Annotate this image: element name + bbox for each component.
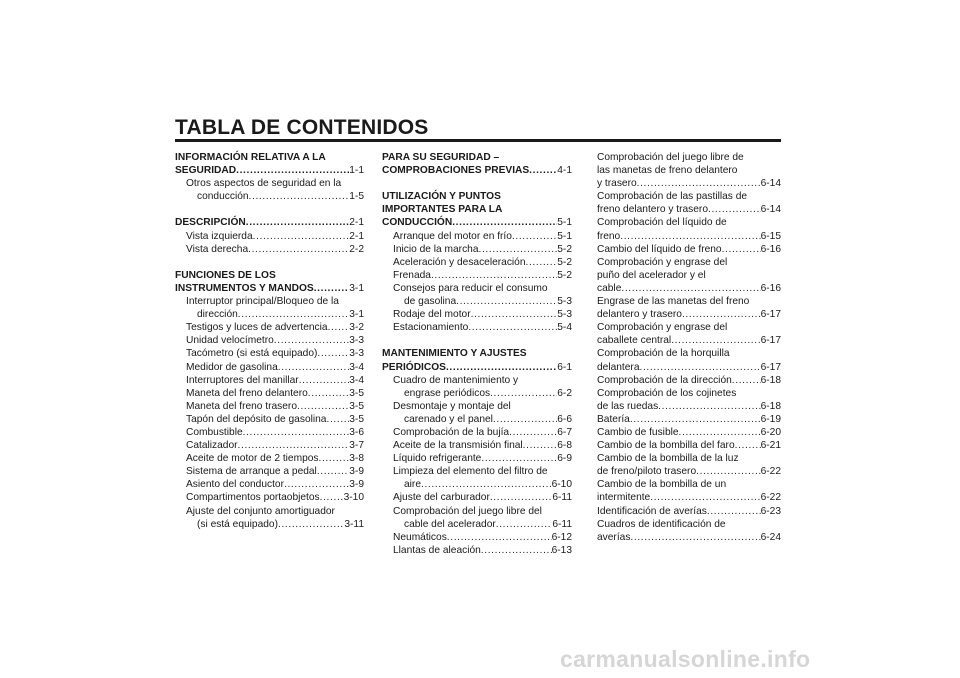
toc-entry[interactable] (382, 531, 572, 544)
toc-entry-text: Arranque del motor en frío (393, 230, 512, 242)
toc-entry-text: Cambio del líquido de freno (597, 243, 722, 255)
page-number: 6-15 (760, 230, 781, 242)
dot-leader (471, 308, 558, 321)
dot-leader (493, 413, 557, 426)
toc-entry[interactable] (597, 505, 781, 518)
section-gap (382, 177, 572, 190)
toc-entry[interactable] (597, 413, 781, 426)
toc-entry[interactable] (597, 439, 781, 452)
dot-leader (297, 400, 349, 413)
toc-entry-text: Frenada (393, 269, 431, 281)
toc-entry-text: conducción (197, 191, 249, 203)
toc-entry[interactable] (597, 243, 781, 256)
page-number: 6-10 (551, 479, 572, 491)
toc-entry-text: freno (597, 230, 621, 242)
toc-entry-text: Comprobación del juego libre de (597, 152, 744, 163)
page-number: 6-24 (760, 531, 781, 543)
toc-entry[interactable] (597, 347, 781, 373)
dot-leader (248, 243, 349, 256)
toc-column-1 (175, 151, 364, 531)
toc-entry[interactable] (382, 439, 572, 452)
page-number: 3-10 (343, 492, 364, 504)
page-number: 6-20 (760, 426, 781, 438)
page-number: 1-1 (349, 165, 364, 177)
page-number: 3-5 (349, 400, 364, 412)
toc-entry-text: Otros aspectos de seguridad en la (186, 178, 342, 190)
page-number: 1-5 (349, 191, 364, 203)
toc-entry-text: Engrase de las manetas del freno (597, 296, 750, 308)
watermark: carmanualsonline.info (560, 646, 811, 672)
toc-entry[interactable] (175, 361, 364, 374)
page-number: 6-11 (552, 518, 572, 530)
toc-entry-text: Estacionamiento (393, 322, 469, 334)
toc-entry-text: Cambio de fusible (597, 426, 679, 438)
toc-entry-text: Compartimentos portaobjetos (186, 492, 320, 504)
toc-entry-text: Comprobación de la dirección (597, 374, 732, 386)
page-number: 2-1 (349, 230, 364, 242)
dot-leader (243, 426, 350, 439)
page-number: 3-8 (349, 453, 364, 465)
toc-entry[interactable] (597, 321, 781, 347)
dot-leader (679, 426, 761, 439)
toc-entry[interactable] (597, 190, 781, 216)
toc-entry-text: engrase periódicos (404, 387, 491, 399)
dot-leader (650, 491, 760, 504)
page-number: 6-11 (552, 492, 572, 504)
dot-leader (238, 308, 349, 321)
toc-entry-text: FUNCIONES DE LOS (175, 269, 276, 281)
page-number: 6-21 (760, 440, 781, 452)
toc-entry[interactable] (382, 426, 572, 439)
toc-entry-text: Batería (597, 413, 630, 425)
dot-leader (274, 334, 349, 347)
dot-leader (526, 256, 558, 269)
toc-entry[interactable] (382, 321, 572, 334)
page-number: 3-5 (349, 413, 364, 425)
page-title: TABLA DE CONTENIDOS (175, 116, 429, 139)
page-number: 6-18 (760, 374, 781, 386)
dot-leader (314, 282, 350, 295)
toc-entry-text: delantera (597, 361, 640, 373)
dot-leader (707, 505, 761, 518)
toc-entry-text: Combustible (186, 426, 243, 438)
toc-entry[interactable] (175, 321, 364, 334)
dot-leader (490, 491, 553, 504)
page-number: 6-14 (760, 204, 781, 216)
toc-entry-text: Líquido refrigerante (393, 453, 482, 465)
dot-leader (253, 230, 350, 243)
toc-section-entry[interactable] (175, 269, 364, 295)
section-gap (175, 256, 364, 269)
toc-entry-text: de gasolina (404, 296, 457, 308)
page-number: 3-9 (349, 479, 364, 491)
title-rule (175, 139, 781, 142)
toc-entry[interactable] (597, 387, 781, 413)
toc-entry[interactable] (597, 374, 781, 387)
toc-entry-text: Llantas de aleación (393, 544, 481, 556)
dot-leader (509, 426, 557, 439)
page-number: 2-2 (349, 243, 364, 255)
toc-entry-text: averías (597, 531, 631, 543)
toc-entry[interactable] (382, 452, 572, 465)
toc-entry-text: Cuadros de identificación de (597, 518, 726, 530)
dot-leader (452, 216, 557, 229)
toc-entry[interactable] (175, 230, 364, 243)
toc-entry[interactable] (175, 295, 364, 321)
dot-leader (319, 452, 350, 465)
toc-entry-text: PARA SU SEGURIDAD – (382, 152, 500, 163)
toc-entry-text: intermitente (597, 492, 651, 504)
page-number: 6-2 (557, 387, 572, 399)
toc-entry-text: Asiento del conductor (186, 479, 284, 491)
dot-leader (421, 478, 552, 491)
dot-leader (621, 282, 760, 295)
toc-entry-text: puño del acelerador y el (597, 269, 706, 281)
toc-entry[interactable] (175, 374, 364, 387)
page-number: 6-17 (760, 309, 781, 321)
toc-entry[interactable] (597, 295, 781, 321)
dot-leader (630, 413, 761, 426)
page-number: 6-16 (760, 243, 781, 255)
dot-leader (456, 295, 557, 308)
page-number: 3-1 (349, 309, 364, 321)
toc-entry[interactable] (382, 230, 572, 243)
toc-entry[interactable] (597, 518, 781, 544)
toc-entry-text: cable del acelerador (404, 518, 496, 530)
toc-entry-text: Testigos y luces de advertencia (186, 322, 328, 334)
toc-entry[interactable] (175, 347, 364, 360)
toc-entry-text: Cuadro de mantenimiento y (393, 374, 519, 386)
toc-entry-text: Aceite de motor de 2 tiempos (186, 453, 319, 465)
dot-leader (523, 439, 558, 452)
page-number: 6-9 (557, 453, 572, 465)
dot-leader (317, 465, 349, 478)
page-number: 5-3 (557, 309, 572, 321)
toc-section-entry[interactable] (382, 347, 572, 373)
page-number: 2-1 (349, 217, 364, 229)
toc-entry-text: INSTRUMENTOS Y MANDOS (175, 282, 314, 294)
toc-entry[interactable] (597, 478, 781, 504)
page-number: 3-6 (349, 426, 364, 438)
dot-leader (447, 531, 552, 544)
dot-leader (278, 361, 350, 374)
toc-entry[interactable] (597, 426, 781, 439)
toc-entry-text: de freno/piloto trasero (597, 466, 697, 478)
toc-entry-text: Ajuste del conjunto amortiguador (186, 505, 335, 517)
toc-entry-text: Vista derecha (186, 243, 249, 255)
toc-section-entry[interactable] (175, 216, 364, 229)
page-number: 3-9 (349, 466, 364, 478)
toc-entry-text: Tacómetro (si está equipado) (186, 348, 318, 360)
toc-section-entry[interactable] (382, 151, 572, 177)
dot-leader (637, 177, 761, 190)
toc-entry[interactable] (382, 400, 572, 426)
page-number: 3-7 (349, 440, 364, 452)
toc-entry[interactable] (175, 334, 364, 347)
section-gap (382, 334, 572, 347)
page-number: 6-16 (760, 282, 781, 294)
toc-entry-text: PERIÓDICOS (382, 361, 446, 373)
dot-leader (446, 361, 557, 374)
toc-entry-text: Vista izquierda (186, 230, 253, 242)
page-number: 6-13 (551, 544, 572, 556)
toc-entry[interactable] (175, 413, 364, 426)
page-number: 5-3 (557, 296, 572, 308)
toc-entry-text: y trasero (597, 178, 637, 190)
dot-leader (481, 544, 552, 557)
toc-entry-text: carenado y el panel (404, 413, 493, 425)
toc-entry[interactable] (175, 387, 364, 400)
toc-entry-text: Consejos para reducir el consumo (393, 282, 548, 294)
toc-entry-text: freno delantero y trasero (597, 204, 708, 216)
toc-entry-text: Desmontaje y montaje del (393, 400, 511, 412)
toc-entry[interactable] (597, 256, 781, 295)
toc-entry-text: DESCRIPCIÓN (175, 217, 246, 229)
toc-entry[interactable] (175, 491, 364, 504)
toc-entry-text: CONDUCCIÓN (382, 217, 453, 229)
page-number: 3-3 (349, 335, 364, 347)
page-number: 6-19 (760, 413, 781, 425)
toc-entry-text: Limpieza del elemento del filtro de (393, 466, 548, 478)
page-number: 5-1 (557, 217, 572, 229)
dot-leader (328, 321, 350, 334)
toc-entry[interactable] (382, 243, 572, 256)
toc-entry-text: Aceite de la transmisión final (393, 440, 523, 452)
toc-entry-text: de las ruedas (597, 400, 659, 412)
toc-entry-text: Inicio de la marcha (393, 243, 479, 255)
toc-entry[interactable] (175, 478, 364, 491)
toc-entry-text: Comprobación de los cojinetes (597, 387, 737, 399)
toc-section-entry[interactable] (175, 151, 364, 177)
toc-entry-text: Ajuste del carburador (393, 492, 490, 504)
toc-entry-text: Comprobación y engrase del (597, 322, 728, 334)
toc-entry-text: Catalizador (186, 440, 238, 452)
dot-leader (431, 269, 557, 282)
toc-entry-text: MANTENIMIENTO Y AJUSTES (382, 348, 527, 360)
page-number: 3-5 (349, 387, 364, 399)
toc-entry[interactable] (382, 544, 572, 557)
dot-leader (481, 452, 557, 465)
dot-leader (639, 361, 760, 374)
toc-entry-text: Maneta del freno delantero (186, 387, 308, 399)
toc-entry-text: Comprobación del juego libre del (393, 505, 542, 517)
page-number: 6-17 (760, 361, 781, 373)
toc-entry-text: SEGURIDAD (175, 165, 237, 177)
dot-leader (326, 413, 349, 426)
dot-leader (238, 439, 350, 452)
toc-entry[interactable] (175, 452, 364, 465)
section-gap (175, 203, 364, 216)
page-number: 6-17 (760, 335, 781, 347)
page-number: 6-22 (760, 492, 781, 504)
page-number: 5-1 (557, 230, 572, 242)
toc-entry-text: Comprobación del líquido de (597, 217, 727, 229)
page-number: 6-18 (760, 400, 781, 412)
toc-entry[interactable] (175, 177, 364, 203)
toc-entry-text: Medidor de gasolina (186, 361, 278, 373)
dot-leader (299, 374, 350, 387)
toc-entry[interactable] (597, 151, 781, 190)
toc-entry-text: caballete central (597, 335, 672, 347)
dot-leader (722, 243, 761, 256)
toc-entry[interactable] (175, 243, 364, 256)
toc-entry[interactable] (382, 308, 572, 321)
toc-entry-text: Neumáticos (393, 531, 447, 543)
page-number: 6-14 (760, 178, 781, 190)
toc-entry-text: Comprobación de la horquilla (597, 348, 730, 360)
toc-entry[interactable] (175, 426, 364, 439)
page-number: 6-23 (760, 505, 781, 517)
page-number: 5-2 (557, 256, 572, 268)
toc-entry-text: Comprobación y engrase del (597, 256, 728, 268)
toc-entry-text: dirección (197, 309, 238, 321)
toc-entry-text: delantero y trasero (597, 309, 682, 321)
toc-entry-text: Cambio de la bombilla del faro (597, 440, 735, 452)
toc-entry[interactable] (597, 216, 781, 242)
page-number: 3-11 (344, 518, 364, 530)
toc-entry[interactable] (175, 465, 364, 478)
dot-leader (496, 518, 553, 531)
toc-section-entry[interactable] (382, 190, 572, 229)
toc-entry-text: INFORMACIÓN RELATIVA A LA (175, 152, 326, 163)
dot-leader (320, 491, 344, 504)
dot-leader (278, 518, 344, 531)
toc-entry[interactable] (382, 282, 572, 308)
dot-leader (479, 243, 558, 256)
toc-entry[interactable] (175, 505, 364, 531)
toc-entry[interactable] (382, 269, 572, 282)
page-number: 3-2 (349, 322, 364, 334)
toc-entry-text: COMPROBACIONES PREVIAS (382, 165, 530, 177)
dot-leader (696, 465, 761, 478)
page-number: 5-2 (557, 243, 572, 255)
toc-entry[interactable] (382, 491, 572, 504)
dot-leader (249, 190, 350, 203)
toc-entry-text: cable (597, 282, 622, 294)
page-number: 6-1 (557, 361, 572, 373)
toc-entry-text: Comprobación de las pastillas de (597, 191, 748, 203)
dot-leader (682, 308, 761, 321)
page-number: 3-4 (349, 361, 364, 373)
toc-entry-text: aire (404, 479, 421, 491)
page-number: 6-6 (557, 413, 572, 425)
toc-entry-text: Cambio de la bombilla de la luz (597, 453, 739, 465)
toc-entry-text: Unidad velocímetro (186, 335, 274, 347)
page-number: 3-4 (349, 374, 364, 386)
toc-entry-text: Aceleración y desaceleración (393, 256, 526, 268)
toc-entry-text: Sistema de arranque a pedal (186, 466, 317, 478)
page-number: 4-1 (557, 165, 572, 177)
dot-leader (735, 439, 761, 452)
toc-entry-text: IMPORTANTES PARA LA (382, 204, 503, 216)
toc-entry-text: las manetas de freno delantero (597, 165, 738, 177)
toc-entry[interactable] (382, 505, 572, 531)
page-number: 6-7 (557, 426, 572, 438)
toc-column-2 (382, 151, 572, 557)
page-number: 6-22 (760, 466, 781, 478)
toc-column-3 (597, 151, 781, 544)
page-number: 6-8 (557, 440, 572, 452)
dot-leader (671, 334, 760, 347)
dot-leader (708, 203, 761, 216)
page-number: 6-12 (551, 531, 572, 543)
dot-leader (529, 164, 557, 177)
dot-leader (620, 230, 760, 243)
toc-entry[interactable] (175, 400, 364, 413)
toc-entry-text: Interruptores del manillar (186, 374, 299, 386)
dot-leader (317, 347, 349, 360)
dot-leader (246, 216, 350, 229)
toc-entry-text: Cambio de la bombilla de un (597, 479, 727, 491)
toc-entry-text: Identificación de averías (597, 505, 707, 517)
page-number: 3-3 (349, 348, 364, 360)
toc-entry-text: UTILIZACIÓN Y PUNTOS (382, 191, 501, 203)
toc-entry[interactable] (382, 374, 572, 400)
page-number: 5-2 (557, 269, 572, 281)
dot-leader (630, 531, 760, 544)
page-number: 3-1 (349, 282, 364, 294)
dot-leader (512, 230, 557, 243)
toc-entry-text: Rodaje del motor (393, 309, 471, 321)
toc-entry-text: Maneta del freno trasero (186, 400, 297, 412)
dot-leader (236, 164, 349, 177)
dot-leader (490, 387, 557, 400)
dot-leader (308, 387, 349, 400)
page-number: 5-4 (557, 322, 572, 334)
toc-entry[interactable] (382, 256, 572, 269)
toc-entry[interactable] (382, 465, 572, 491)
toc-entry[interactable] (597, 452, 781, 478)
toc-entry-text: Tapón del depósito de gasolina (186, 413, 327, 425)
dot-leader (468, 321, 557, 334)
toc-entry[interactable] (175, 439, 364, 452)
dot-leader (658, 400, 760, 413)
toc-entry-text: Comprobación de la bujía (393, 426, 510, 438)
dot-leader (284, 478, 349, 491)
dot-leader (732, 374, 761, 387)
toc-entry-text: (si está equipado) (197, 518, 278, 530)
toc-entry-text: Interruptor principal/Bloqueo de la (186, 296, 339, 308)
